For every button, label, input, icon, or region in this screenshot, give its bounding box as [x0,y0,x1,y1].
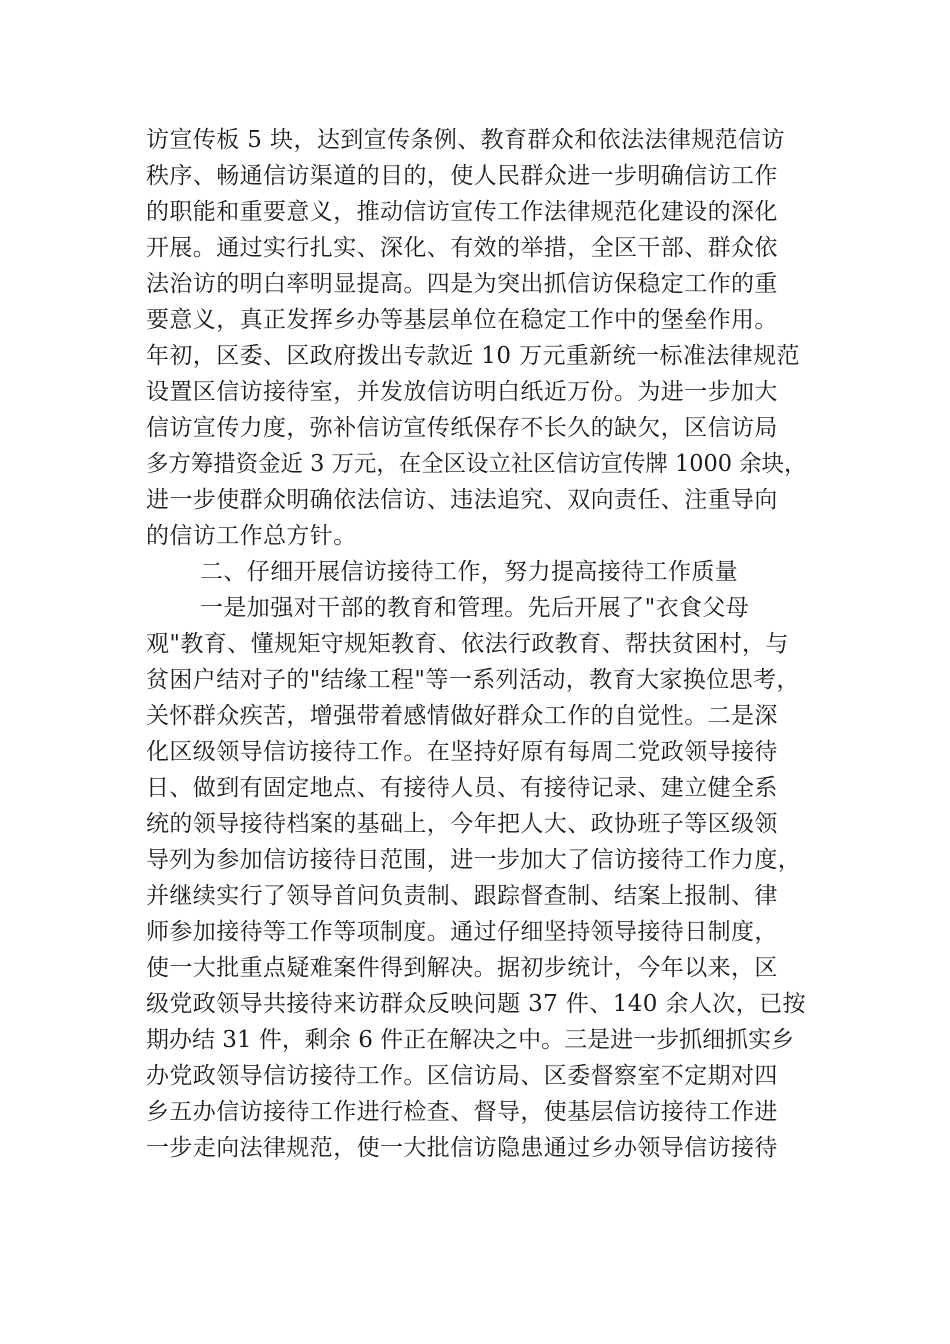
body-text-line: 日、做到有固定地点、有接待人员、有接待记录、建立健全系 [146,775,778,801]
body-text-line: 信访宣传力度，弥补信访宣传纸保存不长久的缺欠，区信访局 [146,415,778,441]
body-text-line: 化区级领导信访接待工作。在坚持好原有每周二党政领导接待 [146,739,778,765]
body-text-line: 并继续实行了领导首问负责制、跟踪督查制、结案上报制、律 [146,883,778,909]
body-text-line: 关怀群众疾苦，增强带着感情做好群众工作的自觉性。二是深 [146,703,778,729]
body-text-line: 年初，区委、区政府拨出专款近 10 万元重新统一标准法律规范 [146,343,800,369]
body-text-line: 法治访的明白率明显提高。四是为突出抓信访保稳定工作的重 [146,271,778,297]
body-text-line: 进一步使群众明确依法信访、违法追究、双向责任、注重导向 [146,487,778,513]
body-text-line: 一步走向法律规范，使一大批信访隐患通过乡办领导信访接待 [146,1135,778,1161]
paragraph-first-line: 一是加强对干部的教育和管理。先后开展了"衣食父母 [200,595,750,621]
body-text-line: 导列为参加信访接待日范围，进一步加大了信访接待工作力度， [146,847,802,873]
body-text-line: 级党政领导共接待来访群众反映问题 37 件、140 余人次，已按 [146,991,806,1017]
body-text-line: 统的领导接待档案的基础上，今年把人大、政协班子等区级领 [146,811,778,837]
body-text-line: 的信访工作总方针。 [146,523,357,549]
body-text-line: 开展。通过实行扎实、深化、有效的举措，全区干部、群众依 [146,235,778,261]
body-text-line: 乡五办信访接待工作进行检查、督导，使基层信访接待工作进 [146,1099,778,1125]
body-text-line: 多方筹措资金近 3 万元，在全区设立社区信访宣传牌 1000 余块， [146,451,807,477]
body-text-line: 访宣传板 5 块，达到宣传条例、教育群众和依法法律规范信访 [146,127,785,153]
body-text-line: 办党政领导信访接待工作。区信访局、区委督察室不定期对四 [146,1063,778,1089]
body-text-line: 贫困户结对子的"结缘工程"等一系列活动，教育大家换位思考， [146,667,800,693]
body-text-line: 要意义，真正发挥乡办等基层单位在稳定工作中的堡垒作用。 [146,307,778,333]
body-text-line: 观"教育、懂规矩守规矩教育、依法行政教育、帮扶贫困村，与 [146,631,789,657]
body-text-line: 设置区信访接待室，并发放信访明白纸近万份。为进一步加大 [146,379,778,405]
body-text-line: 期办结 31 件，剩余 6 件正在解决之中。三是进一步抓细抓实乡 [146,1027,795,1053]
body-text-line: 的职能和重要意义，推动信访宣传工作法律规范化建设的深化 [146,199,778,225]
body-text-line: 秩序、畅通信访渠道的目的，使人民群众进一步明确信访工作 [146,163,778,189]
body-text-line: 使一大批重点疑难案件得到解决。据初步统计，今年以来，区 [146,955,778,981]
body-text-line: 师参加接待等工作等项制度。通过仔细坚持领导接待日制度， [146,919,778,945]
section-heading: 二、仔细开展信访接待工作，努力提高接待工作质量 [200,559,739,585]
